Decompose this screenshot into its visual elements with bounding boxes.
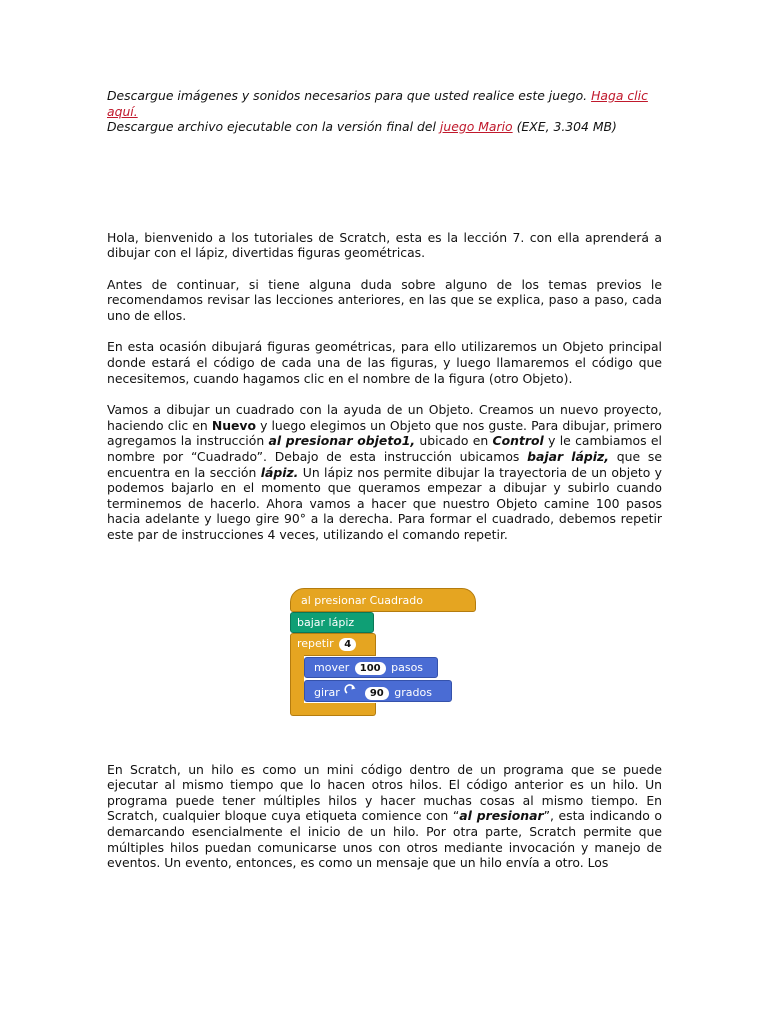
paragraph-review: Antes de continuar, si tiene alguna duda sobre alguno de los temas previos le recomendamos revisar las lecciones anteriores, en las que se explica, paso a paso, cada uno de ellos. bbox=[107, 276, 662, 323]
download-images-link[interactable]: Haga clic aquí. bbox=[107, 88, 648, 119]
text-segment: En Scratch, un hilo es como un mini código dentro de un programa que se puede ejecutar al mismo tiempo que lo hacen otros hilos. El código anterior es un hilo. Un programa puede tener múltiples hilos y hacer muchas cosas al mismo tiempo. En Scratch, cualquier bloque cuya etiqueta comience con “ bbox=[107, 761, 662, 824]
text-segment: y luego elegimos un Objeto que nos guste. Para dibujar, primero agregamos la instrucción bbox=[107, 417, 662, 449]
hat-block-al-presionar bbox=[290, 588, 476, 612]
download-line-exe bbox=[107, 119, 662, 135]
download-line-images bbox=[107, 88, 662, 119]
scratch-script-figure bbox=[107, 570, 662, 730]
paragraph-overview: En esta ocasión dibujará figuras geométricas, para ello utilizaremos un Objeto principal donde estará el código de cada una de las figuras, y luego llamaremos el código que necesitemos, cuando hagamos clic en el nombre de la figura (otro Objeto). bbox=[107, 339, 662, 386]
keyword-bajar-lapiz: bajar lápiz, bbox=[527, 449, 609, 465]
keyword-control: Control bbox=[492, 433, 544, 449]
text-segment: ubicado en bbox=[419, 433, 489, 449]
keyword-nuevo: Nuevo bbox=[211, 417, 257, 433]
download-images-text: Descargue imágenes y sonidos necesarios para que usted realice este juego. bbox=[107, 88, 588, 103]
turn-degrees-value: 90 bbox=[365, 687, 389, 700]
repeat-block bbox=[290, 633, 376, 656]
move-block-label: mover bbox=[314, 660, 350, 674]
hat-block-label: al presionar Cuadrado bbox=[301, 593, 423, 607]
repeat-block-label: repetir bbox=[297, 636, 334, 650]
download-exe-size: (EXE, 3.304 MB) bbox=[516, 119, 617, 134]
text-segment: y le cambiamos el nombre por “Cuadrado”. Debajo de esta instrucción ubicamos bbox=[107, 433, 662, 465]
move-steps-block bbox=[304, 657, 438, 678]
text-segment: Vamos a dibujar un cuadrado con la ayuda de un Objeto. Creamos un nuevo proyecto, haciendo clic en bbox=[107, 402, 662, 433]
paragraph-square-steps bbox=[107, 402, 662, 542]
text-segment: Un lápiz nos permite dibujar la trayectoria de un objeto y podemos bajarlo en el momento que queramos empezar a dibujar y subirlo cuando terminemos de hacerlo. Ahora vamos a hacer que nuestro Objeto camine 100 pasos hacia adelante y luego gire 90° a la derecha. Para formar el cuadrado, debemos repetir este par de instrucciones 4 veces, utilizando el comando repetir. bbox=[107, 464, 662, 542]
paragraph-intro: Hola, bienvenido a los tutoriales de Scratch, esta es la lección 7. con ella aprenderá a dibujar con el lápiz, divertidas figuras geométricas. bbox=[107, 229, 662, 261]
text-segment: ”, esta indicando o demarcando esencialmente el inicio de un hilo. Por otra parte, Scratch permite que múltiples hilos puedan comunicarse unos con otros mediante invocación y manejo de eventos. Un evento, entonces, es como un mensaje que un hilo envía a otro. Los bbox=[107, 808, 663, 871]
repeat-count-value: 4 bbox=[339, 638, 356, 651]
keyword-al-presionar-objeto: al presionar objeto1, bbox=[268, 433, 416, 449]
pen-down-block bbox=[290, 612, 374, 633]
text-segment: que se encuentra en la sección bbox=[107, 449, 662, 480]
pen-block-label: bajar lápiz bbox=[297, 615, 355, 629]
turn-degrees-block bbox=[304, 680, 452, 702]
turn-block-label: girar bbox=[314, 685, 340, 699]
repeat-block-bottom bbox=[290, 703, 376, 716]
turn-block-unit: grados bbox=[394, 685, 432, 699]
keyword-lapiz: lápiz. bbox=[260, 464, 299, 480]
download-exe-text: Descargue archivo ejecutable con la versión final del bbox=[107, 119, 436, 134]
repeat-block-arm bbox=[290, 655, 304, 705]
document-page bbox=[107, 88, 662, 871]
move-block-unit: pasos bbox=[391, 660, 424, 674]
move-steps-value: 100 bbox=[355, 662, 386, 675]
keyword-al-presionar: al presionar bbox=[459, 808, 544, 824]
paragraph-threads bbox=[107, 762, 662, 871]
rotate-right-icon bbox=[344, 684, 358, 699]
download-exe-link[interactable]: juego Mario bbox=[439, 119, 513, 134]
